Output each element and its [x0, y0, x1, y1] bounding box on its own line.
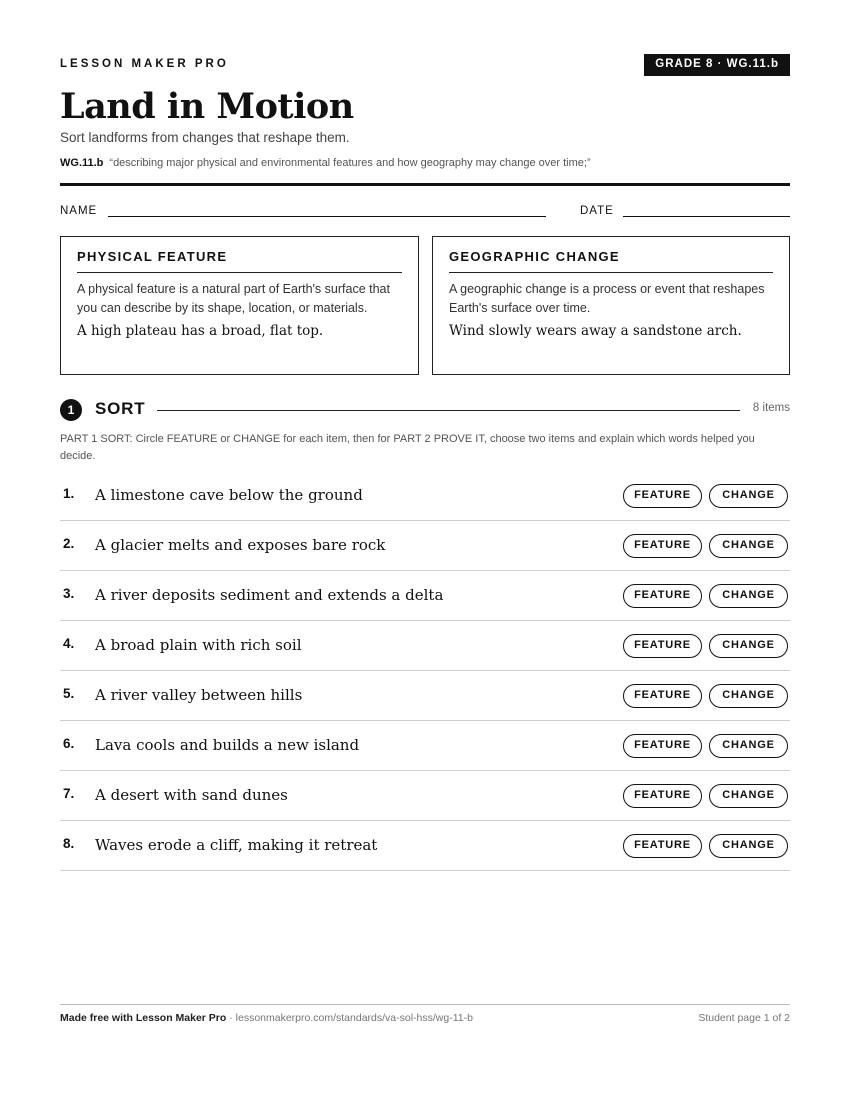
change-choice-button[interactable]: CHANGE: [709, 534, 788, 558]
list-item: [60, 471, 790, 521]
section-divider: [157, 410, 740, 411]
grade-badge: GRADE 8 · WG.11.b: [644, 54, 790, 76]
list-item: [60, 671, 790, 721]
footer-credit: [60, 1012, 473, 1024]
feature-choice-button[interactable]: FEATURE: [623, 834, 702, 858]
item-number: 7.: [63, 786, 75, 801]
item-number: 8.: [63, 836, 75, 851]
standard-text: “describing major physical and environmental features and how geography may change over time;”: [109, 157, 591, 169]
definition-text: A geographic change is a process or event that reshapes Earth's surface over time.: [449, 282, 765, 315]
item-number: 6.: [63, 736, 75, 751]
feature-choice-button[interactable]: FEATURE: [623, 684, 702, 708]
student-info-row: [60, 205, 790, 221]
definition-text: A physical feature is a natural part of Earth's surface that you can describe by its shape, location, or materials.: [77, 282, 390, 315]
geographic-change-definition-box: [432, 236, 790, 375]
physical-feature-definition-box: [60, 236, 419, 375]
definition-heading: GEOGRAPHIC CHANGE: [449, 249, 773, 273]
section-number-badge: 1: [60, 399, 82, 421]
change-choice-button[interactable]: CHANGE: [709, 584, 788, 608]
sort-item-list: [60, 471, 790, 871]
item-number: 4.: [63, 636, 75, 651]
list-item: [60, 521, 790, 571]
item-count: 8 items: [752, 402, 790, 414]
section-header: [60, 398, 790, 422]
change-choice-button[interactable]: CHANGE: [709, 684, 788, 708]
item-text: A desert with sand dunes: [95, 786, 288, 804]
page-title: Land in Motion: [60, 86, 354, 127]
item-number: 2.: [63, 536, 75, 551]
list-item: [60, 771, 790, 821]
item-text: Lava cools and builds a new island: [95, 736, 360, 754]
date-label: DATE: [580, 205, 614, 217]
section-title: SORT: [95, 399, 146, 418]
section-instructions: PART 1 SORT: Circle FEATURE or CHANGE for each item, then for PART 2 PROVE IT, choose two items and explain which words helped you decide.: [60, 433, 755, 462]
item-text: A limestone cave below the ground: [95, 486, 363, 504]
feature-choice-button[interactable]: FEATURE: [623, 534, 702, 558]
change-choice-button[interactable]: CHANGE: [709, 484, 788, 508]
name-field[interactable]: [108, 216, 546, 217]
change-choice-button[interactable]: CHANGE: [709, 634, 788, 658]
item-text: A river valley between hills: [95, 686, 303, 704]
definition-example: A high plateau has a broad, flat top.: [77, 323, 324, 339]
feature-choice-button[interactable]: FEATURE: [623, 634, 702, 658]
list-item: [60, 571, 790, 621]
footer-made-with: Made free with Lesson Maker Pro: [60, 1012, 227, 1024]
item-text: A broad plain with rich soil: [95, 636, 302, 654]
header-divider: [60, 183, 790, 186]
item-number: 3.: [63, 586, 75, 601]
page-indicator: Student page 1 of 2: [698, 1012, 790, 1024]
list-item: [60, 721, 790, 771]
footer-divider: [60, 1004, 790, 1005]
item-text: A river deposits sediment and extends a delta: [95, 586, 444, 604]
definition-heading: PHYSICAL FEATURE: [77, 249, 402, 273]
feature-choice-button[interactable]: FEATURE: [623, 734, 702, 758]
change-choice-button[interactable]: CHANGE: [709, 734, 788, 758]
list-item: [60, 621, 790, 671]
brand-name: LESSON MAKER PRO: [60, 58, 229, 70]
feature-choice-button[interactable]: FEATURE: [623, 484, 702, 508]
footer-url: · lessonmakerpro.com/standards/va-sol-hss/wg-11-b: [226, 1012, 473, 1024]
item-number: 1.: [63, 486, 75, 501]
definition-example: Wind slowly wears away a sandstone arch.: [449, 323, 742, 339]
change-choice-button[interactable]: CHANGE: [709, 834, 788, 858]
standard-line: [60, 157, 591, 169]
date-field[interactable]: [623, 216, 790, 217]
list-item: [60, 821, 790, 871]
change-choice-button[interactable]: CHANGE: [709, 784, 788, 808]
item-text: Waves erode a cliff, making it retreat: [95, 836, 378, 854]
name-label: NAME: [60, 205, 98, 217]
worksheet-page: [60, 0, 790, 1100]
feature-choice-button[interactable]: FEATURE: [623, 784, 702, 808]
standard-code: WG.11.b: [60, 157, 104, 169]
item-text: A glacier melts and exposes bare rock: [95, 536, 386, 554]
item-number: 5.: [63, 686, 75, 701]
feature-choice-button[interactable]: FEATURE: [623, 584, 702, 608]
page-subtitle: Sort landforms from changes that reshape them.: [60, 130, 350, 145]
